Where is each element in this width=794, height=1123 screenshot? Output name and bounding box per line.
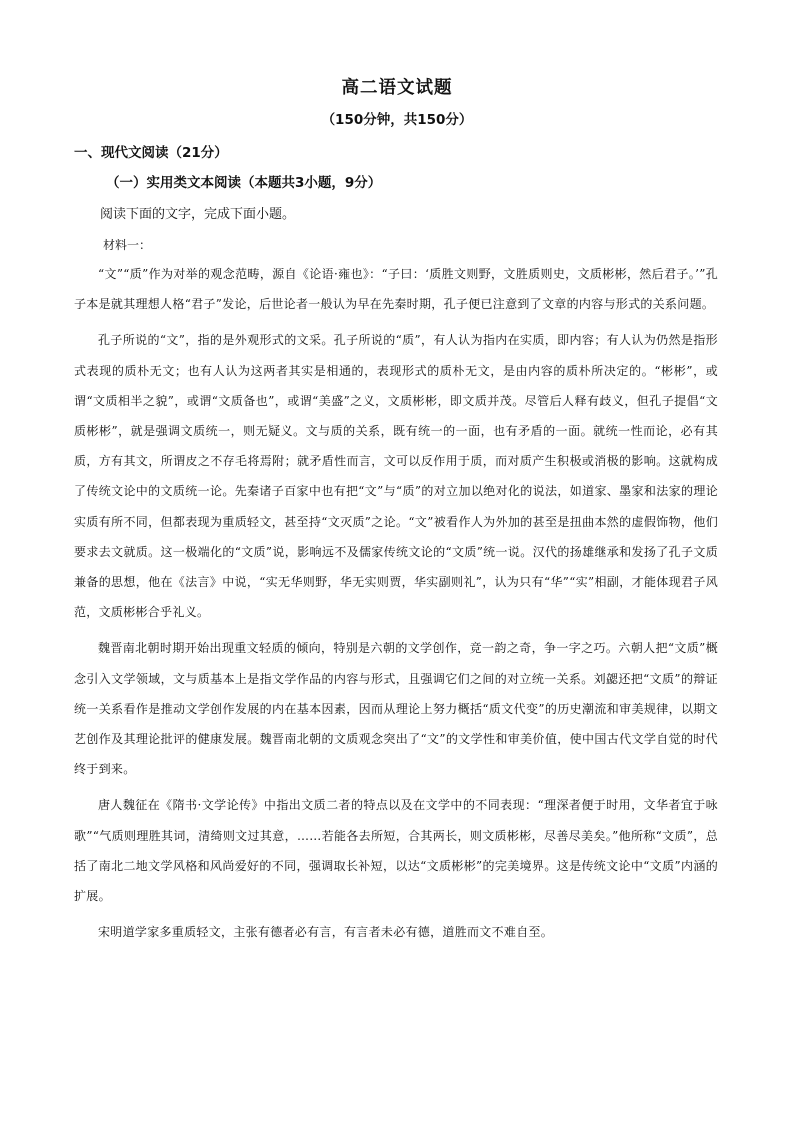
paragraph: 宋明道学家多重质轻文，主张有德者必有言，有言者未必有德，道胜而文不难自至。 bbox=[98, 925, 554, 940]
reading-instruction: 阅读下面的文字，完成下面小题。 bbox=[100, 207, 296, 222]
paragraph: 孔子所说的“文”，指的是外观形式的文采。孔子所说的“质”，有人认为指内在实质，即内容；有人认为仍然是指形式表现的质朴无文；也有人认为这两者其实是相通的，表现形式的质朴无文，是由内容的质朴所决定的。“彬彬”，或谓“文质相半之貌”，或谓“文质备也”，或谓“美盛”之义，文质彬彬，即文质并茂。尽管后人释有歧义，但孔子提倡“文质彬彬”，就是强调文质统一，则无疑义。文与质的关系，既有统一的一面，也有矛盾的一面。就统一性而论，必有其质，方有其文，所谓皮之不存毛将焉附；就矛盾性而言，文可以反作用于质，而对质产生积极或消极的影响。这就构成了传统文论中的文质统一论。先秦诸子百家中也有把“文”与“质”的对立加以绝对化的说法，如道家、墨家和法家的理论实质有所不同，但都表现为重质轻文，甚至持“文灭质”之论。“文”被看作人为外加的甚至是扭曲本然的虚假饰物，他们要求去文就质。这一极端化的“文质”说，影响远不及儒家传统文论的“文质”统一说。汉代的扬雄继承和发扬了孔子文质兼备的思想，他在《法言》中说，“实无华则野，华无实则贾，华实副则礼”，认为只有“华”“实”相副，才能体现君子风范，文质彬彬合乎礼义。 bbox=[74, 333, 718, 620]
paragraph: 魏晋南北朝时期开始出现重文轻质的倾向，特别是六朝的文学创作，竞一韵之奇，争一字之巧。六朝人把“文质”概念引入文学领域，文与质基本上是指文学作品的内容与形式，且强调它们之间的对立统一关系。刘勰还把“文质”的辩证统一关系看作是推动文学创作发展的内在基本因素，因而从理论上努力概括“质文代变”的历史潮流和审美规律，以期文艺创作及其理论批评的健康发展。魏晋南北朝的文质观念突出了“文”的文学性和审美价值，使中国古代文学自觉的时代终于到来。 bbox=[74, 641, 718, 777]
subsection-heading: （一）实用类文本阅读（本题共3小题，9分） bbox=[106, 175, 382, 191]
material-body bbox=[74, 259, 718, 953]
material-label: 材料一： bbox=[103, 238, 152, 252]
paragraph: “文”“质”作为对举的观念范畴，源自《论语·雍也》：“子曰：‘质胜文则野，文胜质则史，文质彬彬，然后君子。’”孔子本是就其理想人格“君子”发论，后世论者一般认为早在先秦时期，孔子便已注意到了文章的内容与形式的关系问题。 bbox=[74, 267, 718, 312]
exam-title: 高二语文试题 bbox=[341, 78, 453, 98]
paragraph: 唐人魏征在《隋书·文学论传》中指出文质二者的特点以及在文学中的不同表现：“理深者便于时用，文华者宜于咏歌”“气质则理胜其词，清绮则文过其意，……若能各去所短，合其两长，则文质彬彬，尽善尽美矣。”他所称“文质”，总括了南北二地文学风格和风尚爱好的不同，强调取长补短，以达“文质彬彬”的完美境界。这是传统文论中“文质”内涵的扩展。 bbox=[74, 798, 718, 904]
section-heading: 一、现代文阅读（21分） bbox=[74, 145, 228, 161]
exam-subtitle: （150分钟，共150分） bbox=[321, 112, 473, 128]
